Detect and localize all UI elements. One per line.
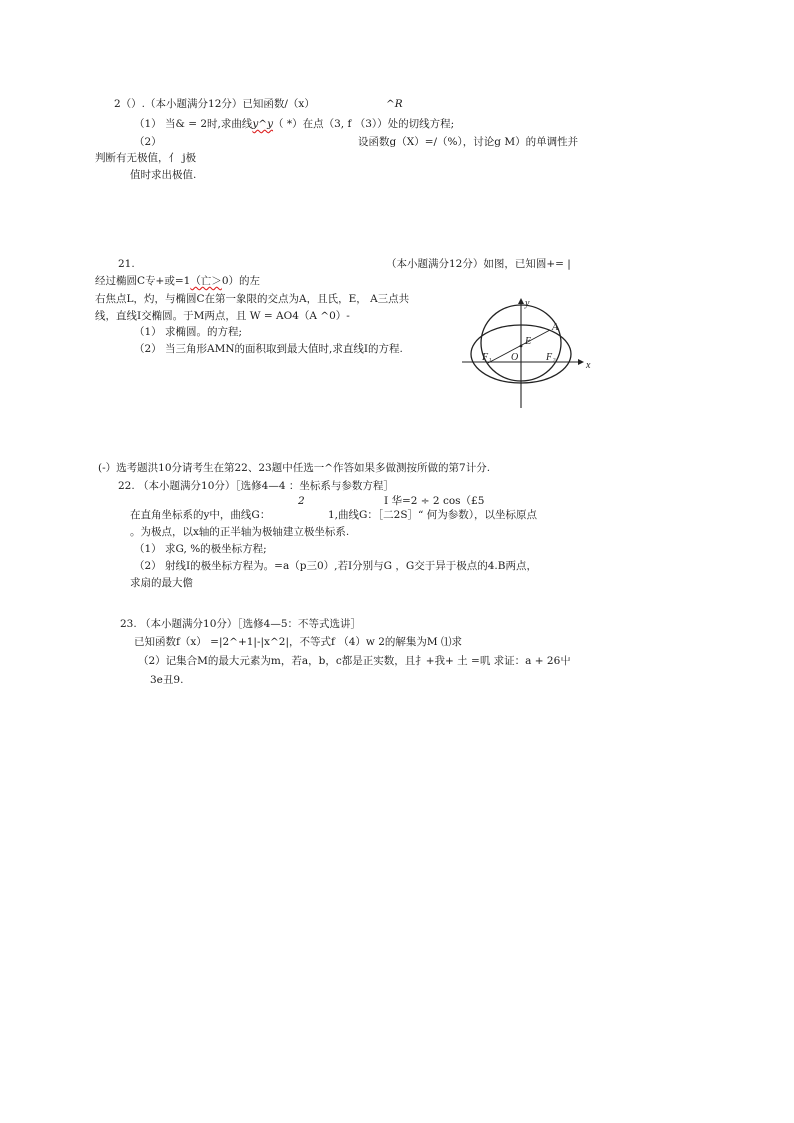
label-e: E (525, 336, 532, 347)
q22-sub-2: 2 (298, 495, 305, 507)
q21-figure (460, 292, 600, 412)
label-x: x (586, 360, 591, 371)
q21-line4: 线，直线I交椭圆。于M两点，且 W = AO4（A ^0）- (95, 310, 350, 322)
q21-number: 21. (118, 258, 135, 270)
q21-line3: 右焦点L，灼，与椭圆C在第一象限的交点为A，且氏，E， A三点共 (95, 293, 410, 305)
line-f1-a (488, 330, 550, 363)
q21-header-right: （本小题满分12分）如图，已知圆+= | (386, 258, 571, 270)
q20-line4: 判断有无极值，亻 j极 (95, 152, 197, 164)
label-o: O (511, 352, 519, 363)
q21-part1: （1） 求椭圆。的方程; (134, 326, 243, 338)
q20-part1-text-a: （1） 当& = 2时,求曲线 (134, 118, 253, 130)
point-e (520, 345, 523, 348)
label-a: A (552, 322, 559, 333)
q20-part1 (134, 117, 454, 131)
q22-line2-a: 在直角坐标系的y中，曲线G： (130, 509, 271, 521)
q22-part1: （1） 求G, %的极坐标方程; (134, 543, 267, 555)
q23-line2: 已知函数f（x） =|2^+1|-|x^2|，不等式f （4）w 2的解集为M ⑴求 (134, 636, 462, 648)
label-y: y (525, 298, 530, 309)
q20-part1-text-b: （ *）在点（3, f （3））处的切线方程; (273, 118, 455, 130)
q22-line3: 。为极点，以x轴的正半轴为极轴建立极坐标系. (130, 526, 350, 538)
q22-line6: 求扇的最大儋 (130, 577, 193, 589)
q20-part2-label: （2） (134, 136, 162, 148)
q21-line2-text-b: 0）的左 (221, 275, 260, 287)
label-f2: F₂ (546, 352, 556, 363)
q21-line2-text-a: 经过椭圆C专+或=1 (95, 275, 191, 287)
label-f1: F₁ (482, 352, 492, 363)
q20-line1: 2（）.（本小题满分12分）已知函数/（x） (114, 98, 315, 110)
q23-line3: （2）记集合M的最大元素为m，若a，b，c都是正实数，且扌+我+ 土 =叽 求证：a + 26屮 (138, 655, 571, 667)
x-axis-arrow-icon (578, 359, 584, 365)
electives-intro: (-）选考题洪10分请考生在第22、23题中任选一^作答如果多做测按所做的第7计分. (98, 462, 491, 474)
q20-part2-text: 设函数g（X）=/（%），讨论g M）的单调性并 (358, 136, 579, 148)
q21-part2: （2） 当三角形AMN的面积取到最大值时,求直线I的方程. (134, 343, 403, 355)
q20-line1-tail: ^R (386, 98, 403, 110)
q22-line2-b: 1,曲线G：［二2S］“ 何为参数），以坐标原点 (328, 509, 537, 521)
q22-part2: （2） 射线I的极坐标方程为。=a（p三0）,若I分别与G ，G交于异于极点的4.B两点， (134, 560, 537, 572)
q23-line4: 3e丑9. (150, 674, 184, 686)
q21-line2 (95, 274, 260, 288)
q22-sub-right: I 华=2 ÷ 2 cos（£5 (384, 495, 485, 507)
q20-part1-squiggle: y^y (252, 118, 274, 130)
q22-header: 22. （本小题满分10分）［选修4—4 ：坐标系与参数方程］ (118, 480, 394, 492)
q23-header: 23. （本小题满分10分）［选修4—5：不等式选讲］ (120, 618, 362, 630)
q21-line2-squiggle: （亡＞ (190, 275, 222, 287)
q20-line5: 值时求出极值. (130, 169, 197, 181)
y-axis-arrow-icon (518, 298, 524, 304)
